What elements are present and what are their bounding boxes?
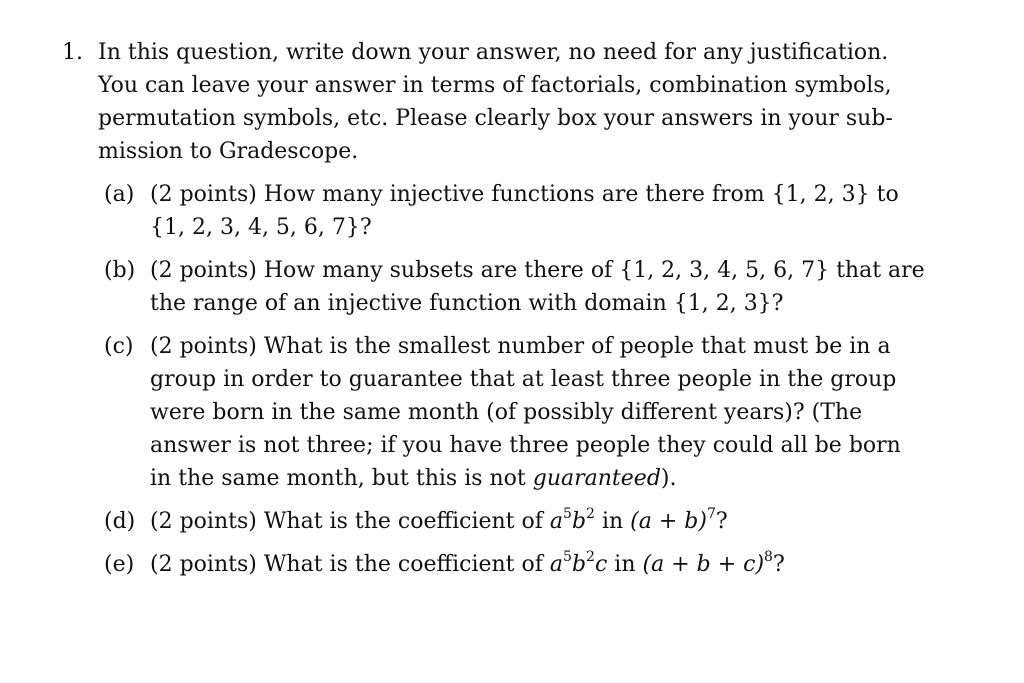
- part-line: group in order to guarantee that at least three people in the group: [150, 367, 897, 392]
- part-a: [104, 178, 924, 244]
- math-var: a: [549, 552, 564, 577]
- part-label: (d): [104, 509, 136, 534]
- part-line: {1, 2, 3, 4, 5, 6, 7}?: [150, 215, 372, 240]
- math-exponent: 5: [563, 548, 572, 565]
- question-instructions: [98, 36, 924, 168]
- part-line-text: in: [607, 552, 643, 577]
- math-var: a: [549, 509, 564, 534]
- part-label: (e): [104, 552, 135, 577]
- math-exponent: 7: [706, 505, 716, 522]
- instruction-line-3: permutation symbols, etc. Please clearly box your answers in your sub-: [98, 106, 893, 131]
- question-parts: [104, 178, 924, 591]
- math-exponent: 2: [586, 548, 595, 565]
- part-line-text: in: [594, 509, 631, 534]
- part-line-text: (2 points) What is the coefficient of: [150, 509, 550, 534]
- part-line: [150, 462, 924, 495]
- math-exponent: 5: [563, 505, 572, 522]
- part-text: [150, 548, 924, 581]
- math-var: b: [571, 509, 587, 534]
- question-number: 1.: [62, 40, 83, 65]
- math-expression: (a + b + c): [642, 552, 765, 577]
- part-line: [150, 548, 924, 581]
- instruction-line-1: In this question, write down your answer, no need for any justification.: [98, 40, 889, 65]
- part-text: [150, 254, 924, 320]
- question-1: [62, 36, 924, 168]
- part-line: (2 points) What is the smallest number of people that must be in a: [150, 334, 891, 359]
- part-line: the range of an injective function with domain {1, 2, 3}?: [150, 291, 784, 316]
- part-line: were born in the same month (of possibly different years)? (The: [150, 400, 863, 425]
- part-d: [104, 505, 924, 538]
- part-label: (c): [104, 334, 134, 359]
- part-line-text: (2 points) What is the coefficient of: [150, 552, 550, 577]
- part-line-text: ).: [660, 466, 677, 491]
- part-line: answer is not three; if you have three people they could all be born: [150, 433, 901, 458]
- part-line: (2 points) How many injective functions are there from {1, 2, 3} to: [150, 182, 899, 207]
- part-b: [104, 254, 924, 320]
- instruction-line-4: mission to Gradescope.: [98, 139, 359, 164]
- emphasis-text: guaranteed: [532, 466, 661, 491]
- math-var: c: [594, 552, 608, 577]
- math-expression: (a + b): [630, 509, 707, 534]
- part-line-text: ?: [772, 552, 785, 577]
- math-var: b: [571, 552, 587, 577]
- math-exponent: 8: [764, 548, 773, 565]
- part-label: (b): [104, 258, 136, 283]
- part-text: [150, 330, 924, 495]
- part-line-text: ?: [715, 509, 728, 534]
- part-e: [104, 548, 924, 581]
- part-text: [150, 505, 924, 538]
- part-label: (a): [104, 182, 135, 207]
- part-text: [150, 178, 924, 244]
- math-exponent: 2: [586, 505, 595, 522]
- part-line: (2 points) How many subsets are there of {1, 2, 3, 4, 5, 6, 7} that are: [150, 258, 925, 283]
- part-line: [150, 505, 924, 538]
- part-c: [104, 330, 924, 495]
- instruction-line-2: You can leave your answer in terms of factorials, combination symbols,: [98, 73, 892, 98]
- part-line-text: in the same month, but this is not: [150, 466, 533, 491]
